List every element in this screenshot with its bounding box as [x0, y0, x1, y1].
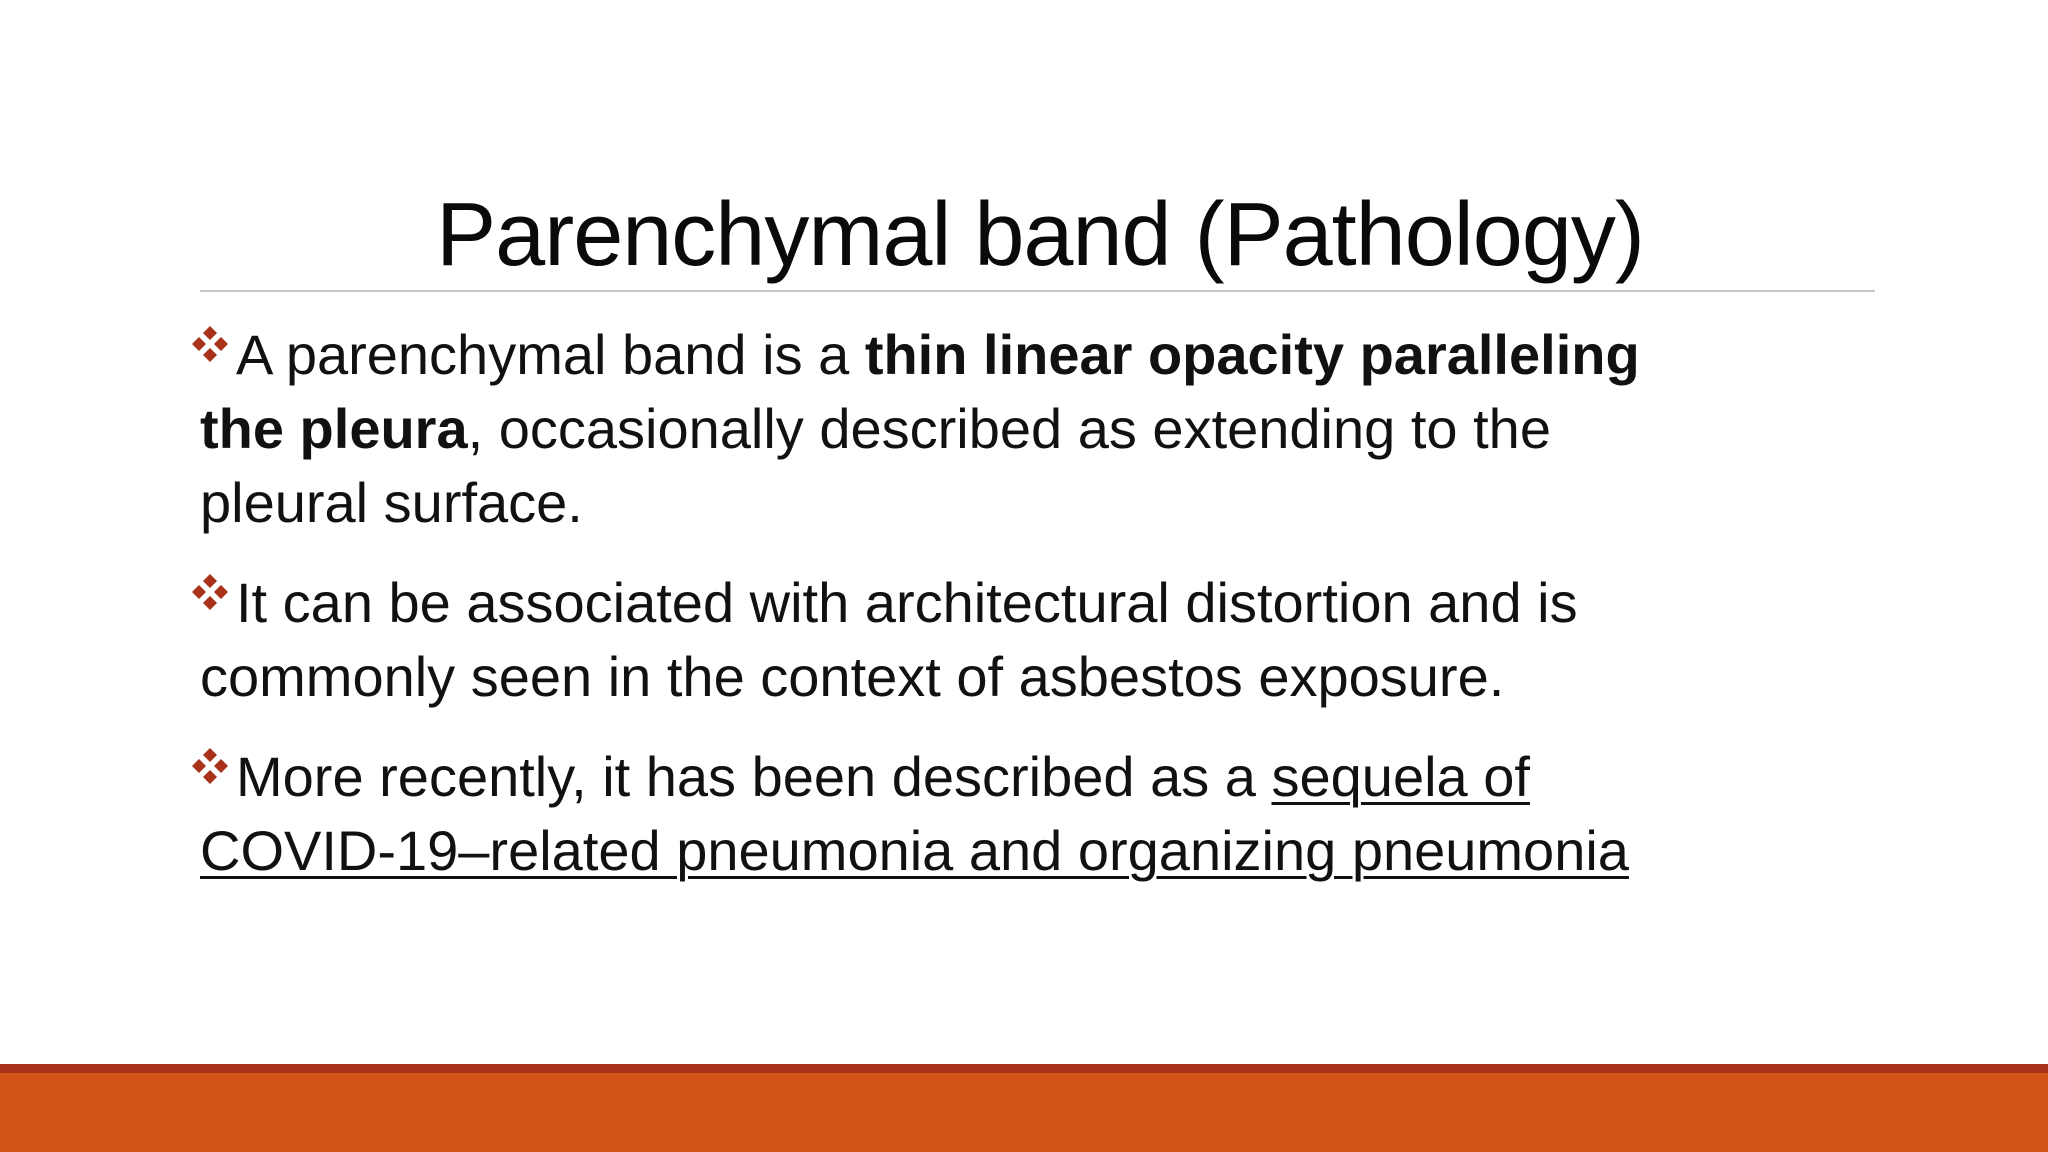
bullet-1-text-bold-2: the pleura — [200, 397, 468, 460]
bullet-1-line-1 — [200, 318, 1820, 392]
bullet-list — [200, 318, 1820, 914]
bullet-2-line-1 — [200, 566, 1820, 640]
slide-title: Parenchymal band (Pathology) — [436, 185, 1644, 285]
bullet-3-text-underlined-2: COVID-19–related pneumonia and organizing pneumonia — [200, 819, 1629, 882]
bullet-2-line-2: commonly seen in the context of asbestos exposure. — [200, 645, 1505, 708]
bullet-1-text-plain: A parenchymal band is a — [236, 323, 865, 386]
footer-bar — [0, 1073, 2048, 1152]
bullet-3-line-1 — [200, 740, 1820, 814]
bullet-1-line-3: pleural surface. — [200, 471, 583, 534]
bullet-item-2 — [200, 566, 1820, 714]
bullet-1-line-2 — [200, 392, 1820, 466]
four-diamond-bullet-icon — [188, 324, 232, 368]
bullet-item-1 — [200, 318, 1820, 540]
bullet-3-text-plain: More recently, it has been described as a — [236, 745, 1272, 808]
four-diamond-bullet-icon — [188, 572, 232, 616]
bullet-3-line-2 — [200, 814, 1820, 888]
four-diamond-bullet-icon — [188, 746, 232, 790]
bullet-1-text-plain-2: , occasionally described as extending to the — [467, 397, 1551, 460]
title-divider — [200, 290, 1875, 292]
bullet-3-text-underlined: sequela of — [1271, 745, 1530, 808]
footer-bar-accent — [0, 1064, 2048, 1073]
bullet-1-text-bold: thin linear opacity paralleling — [864, 323, 1640, 386]
bullet-2-text: It can be associated with architectural distortion and is — [236, 571, 1578, 634]
bullet-item-3 — [200, 740, 1820, 888]
